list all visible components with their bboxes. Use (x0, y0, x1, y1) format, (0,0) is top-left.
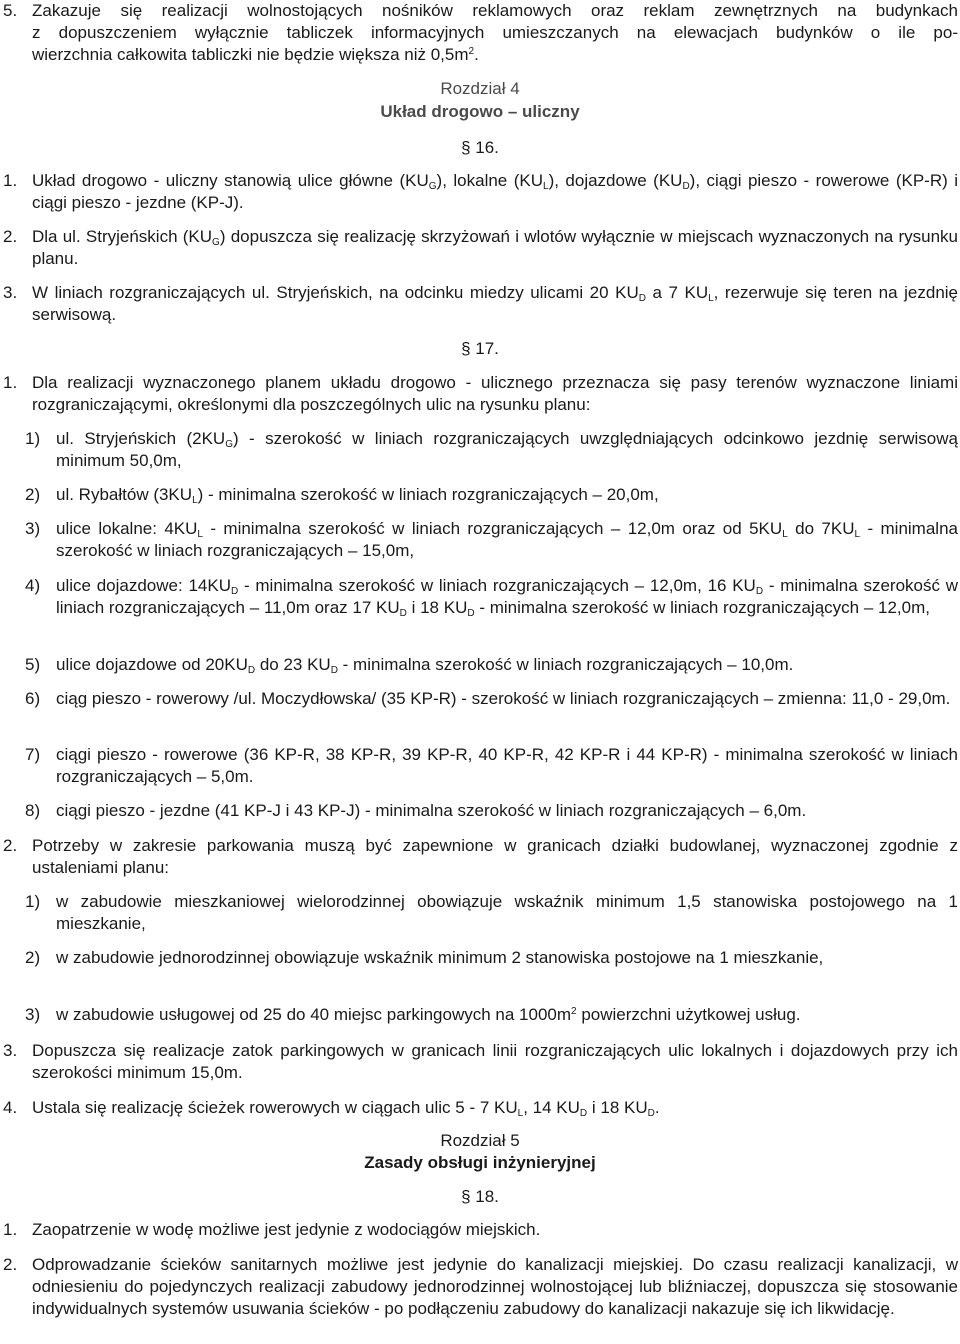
sub-text: ulice lokalne: $4KU_L$ - minimalna szerokość w liniach rozgraniczających – 12,0m oraz od $5KU_L$ do $7KU_L$ - minimalna szerokość w liniach rozgraniczających – 15,0m, (56, 519, 958, 560)
item-text: Zaopatrzenie w wodę możliwe jest jedynie z wodociągów miejskich. (32, 1220, 541, 1239)
line: Zakazuje się realizacji wolnostojących nośników reklamowych oraz reklam zewnętrznych na budynkach (32, 1, 958, 20)
item-number: 2. (3, 836, 18, 855)
sub-text: ul. Rybałtów $(3KU_L)$ - minimalna szerokość w liniach rozgraniczających – 20,0m, (56, 485, 659, 506)
item-text: Układ drogowo - uliczny stanowią ulice główne $(KU_G)$, lokalne $(KU_L)$, dojazdowe $(KU_D)$, ciągi pieszo - rowerowe (KP-R) i ciągi pieszo - jezdne (KP-J). (32, 171, 959, 212)
item-number: 3. (3, 283, 18, 302)
s17-1-sub-2 (0, 484, 960, 506)
s16-item-2 (0, 226, 960, 270)
sub-text: ciągi pieszo - jezdne (41 KP-J i 43 KP-J) - minimalna szerokość w liniach rozgraniczających – 6,0m. (56, 801, 807, 820)
item-number: 4. (3, 1098, 18, 1117)
s17-item-3 (0, 1040, 960, 1084)
s17-2-sub-1 (0, 891, 960, 935)
chapter-4-title: Rozdział 4 (440, 79, 520, 98)
sub-number: 2) (25, 485, 41, 504)
sub-number: 6) (25, 689, 41, 708)
s17-item-1 (0, 372, 960, 416)
item-text: W liniach rozgraniczających ul. Stryjeńskich, na odcinku miedzy ulicami 20 $KU_D$ a 7 $KU_L$, rezerwuje się teren na jezdnię serwisową. (32, 283, 958, 324)
sub-text: ciąg pieszo - rowerowy /ul. Moczydłowska/ (35 KP-R) - szerokość w liniach rozgraniczających – zmienna: 11,0 - 29,0m. (56, 689, 951, 708)
s17-1-sub-6 (0, 688, 960, 710)
sub-number: 1) (25, 892, 41, 911)
paragraph-number: 5. (3, 1, 18, 20)
s18-item-2 (0, 1254, 960, 1320)
s17-1-sub-4 (0, 575, 960, 619)
chapter-5-title: Rozdział 5 (440, 1131, 520, 1150)
item-number: 1. (3, 171, 18, 190)
s17-1-sub-3 (0, 518, 960, 562)
sub-number: 3) (25, 519, 41, 538)
sub-text: ulice dojazdowe od $20KU_D$ do 23 $KU_D$ - minimalna szerokość w liniach rozgraniczających – 10,0m. (56, 655, 794, 676)
section-16-label: § 16. (461, 138, 499, 157)
section-18-label: § 18. (461, 1187, 499, 1206)
line: z dopuszczeniem wyłącznie tabliczek informacyjnych umieszczanych na elewacjach budynków o ile po- (32, 23, 958, 42)
sub-text: ul. Stryjeńskich $(2KU_G)$ - szerokość w liniach rozgraniczających uwzględniających odcinkowo jezdnię serwisową minimum 50,0m, (56, 429, 958, 470)
s17-item-4 (0, 1097, 960, 1119)
sub-number: 8) (25, 801, 41, 820)
item-text: Potrzeby w zakresie parkowania muszą być zapewnione w granicach działki budowlanej, wyznaczonej zgodnie z ustaleniami planu: (32, 836, 958, 877)
sub-number: 2) (25, 948, 41, 967)
s18-item-1 (0, 1219, 960, 1241)
s17-2-sub-3 (0, 1004, 960, 1026)
sub-text: w zabudowie mieszkaniowej wielorodzinnej obowiązuje wskaźnik minimum 1,5 stanowiska postojowego na 1 mieszkanie, (56, 892, 958, 933)
sub-text: ciągi pieszo - rowerowe (36 KP-R, 38 KP-R, 39 KP-R, 40 KP-R, 42 KP-R i 44 KP-R) - minimalna szerokość w liniach rozgraniczających – 5,0m. (56, 745, 958, 786)
item-number: 2. (3, 227, 18, 246)
paragraph-5 (0, 0, 960, 66)
item-number: 1. (3, 373, 18, 392)
s17-1-sub-7 (0, 744, 960, 788)
s16-item-1 (0, 170, 960, 214)
item-text: Ustala się realizację ścieżek rowerowych w ciągach ulic 5 - 7 $KU_L$, 14 $KU_D$ i 18 $KU_D$. (32, 1098, 660, 1119)
item-number: 1. (3, 1220, 18, 1239)
s17-2-sub-2 (0, 947, 960, 969)
sub-text: w zabudowie jednorodzinnej obowiązuje wskaźnik minimum 2 stanowiska postojowe na 1 mieszkanie, (56, 948, 824, 967)
item-number: 2. (3, 1255, 18, 1274)
s17-item-2 (0, 835, 960, 879)
item-text: Dla realizacji wyznaczonego planem układu drogowo - ulicznego przeznacza się pasy terenów wyznaczone liniami rozgraniczającymi, określonymi dla poszczególnych ulic na rysunku planu: (32, 373, 958, 414)
line: wierzchnia całkowita tabliczki nie będzie większa niż $0,5m^2$. (32, 45, 479, 64)
chapter-5-subtitle: Zasady obsługi inżynieryjnej (364, 1153, 596, 1172)
sub-text: ulice dojazdowe: $14KU_D$ - minimalna szerokość w liniach rozgraniczających – 12,0m, 16 $KU_D$ - minimalna szerokość w liniach rozgraniczających – 11,0m oraz 17 $KU_D$ i 18 $KU_D$ - minimalna szerokość w liniach rozgraniczających – 12,0m, (56, 576, 958, 619)
s17-1-sub-8 (0, 800, 960, 822)
s17-1-sub-5 (0, 654, 960, 676)
chapter-4-subtitle: Układ drogowo – uliczny (380, 102, 580, 121)
s16-item-3 (0, 282, 960, 326)
item-text: Dopuszcza się realizacje zatok parkingowych w granicach linii rozgraniczających ulic lokalnych i dojazdowych przy ich szerokości minimum 15,0m. (32, 1041, 958, 1082)
item-text: Dla ul. Stryjeńskich $(KU_G)$ dopuszcza się realizację skrzyżowań i wlotów wyłącznie w miejscach wyznaczonych na rysunku planu. (32, 227, 958, 268)
sub-number: 3) (25, 1005, 41, 1024)
sub-number: 7) (25, 745, 41, 764)
sub-number: 5) (25, 655, 41, 674)
paragraph-text (32, 0, 960, 66)
section-17-label: § 17. (461, 339, 499, 358)
s17-1-sub-1 (0, 428, 960, 472)
sub-number: 4) (25, 576, 41, 595)
item-text: Odprowadzanie ścieków sanitarnych możliwe jest jedynie do kanalizacji miejskiej. Do czasu realizacji kanalizacji, w odniesieniu do pojedynczych realizacji zabudowy jednorodzinnej wolnostojącej lub bliźniaczej, dopuszcza się stosowanie indywidualnych systemów usuwania ścieków - po podłączeniu zabudowy do kanalizacji nakazuje się ich likwidację. (32, 1255, 958, 1318)
sub-number: 1) (25, 429, 41, 448)
sub-text: w zabudowie usługowej od 25 do 40 miejsc parkingowych na $1000m^2$ powierzchni użytkowej usług. (56, 1005, 801, 1024)
item-number: 3. (3, 1041, 18, 1060)
